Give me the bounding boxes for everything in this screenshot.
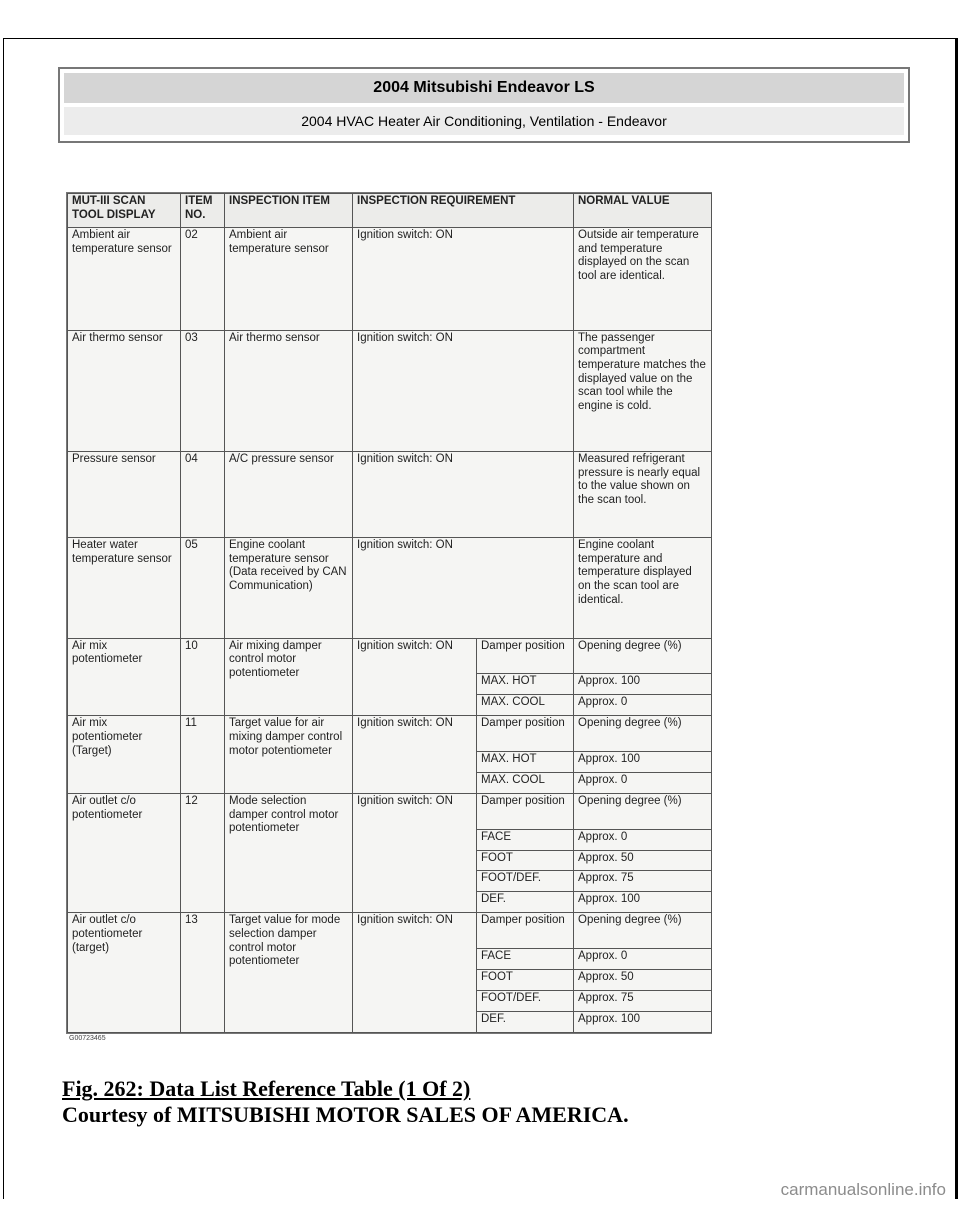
cell-condition: Damper position (477, 793, 574, 829)
table-row (68, 330, 712, 452)
table-row (68, 228, 712, 331)
cell-item-no: 11 (181, 716, 225, 794)
column-header: MUT-III SCAN TOOL DISPLAY (68, 194, 181, 228)
document-header (58, 67, 910, 143)
cell-condition: FOOT (477, 969, 574, 990)
cell-requirement: Ignition switch: ON (353, 452, 574, 538)
cell-normal-value: Opening degree (%) (574, 638, 712, 674)
cell-display: Pressure sensor (68, 452, 181, 538)
cell-normal-value: Approx. 50 (574, 850, 712, 871)
cell-normal-value: Outside air temperature and temperature displayed on the scan tool are identical. (574, 228, 712, 331)
column-header: ITEM NO. (181, 194, 225, 228)
document-subtitle: 2004 HVAC Heater Air Conditioning, Ventilation - Endeavor (64, 107, 904, 135)
cell-condition: Damper position (477, 638, 574, 674)
cell-requirement: Ignition switch: ON (353, 638, 477, 716)
cell-inspection-item: Target value for mode selection damper control motor potentiometer (225, 913, 353, 1033)
document-title: 2004 Mitsubishi Endeavor LS (64, 73, 904, 103)
cell-normal-value: Approx. 100 (574, 752, 712, 773)
cell-condition: DEF. (477, 1011, 574, 1032)
cell-normal-value: Approx. 100 (574, 1011, 712, 1032)
figure-code: G00723465 (69, 1035, 106, 1042)
cell-normal-value: Approx. 0 (574, 772, 712, 793)
cell-normal-value: Opening degree (%) (574, 793, 712, 829)
courtesy-line: Courtesy of MITSUBISHI MOTOR SALES OF AMERICA. (62, 1102, 629, 1127)
cell-normal-value: Approx. 75 (574, 871, 712, 892)
cell-display: Air mix potentiometer (Target) (68, 716, 181, 794)
cell-requirement: Ignition switch: ON (353, 913, 477, 1033)
table-row (68, 793, 712, 829)
table-row (68, 538, 712, 639)
cell-condition: FOOT/DEF. (477, 990, 574, 1011)
cell-requirement: Ignition switch: ON (353, 793, 477, 912)
cell-requirement: Ignition switch: ON (353, 228, 574, 331)
cell-inspection-item: Engine coolant temperature sensor (Data received by CAN Communication) (225, 538, 353, 639)
cell-inspection-item: Mode selection damper control motor potentiometer (225, 793, 353, 912)
cell-display: Air outlet c/o potentiometer (68, 793, 181, 912)
cell-normal-value: Approx. 100 (574, 892, 712, 913)
column-header: INSPECTION REQUIREMENT (353, 194, 574, 228)
figure-caption-link[interactable]: Fig. 262: Data List Reference Table (1 Of 2) (62, 1076, 471, 1101)
cell-display: Ambient air temperature sensor (68, 228, 181, 331)
cell-condition: FOOT (477, 850, 574, 871)
cell-condition: MAX. HOT (477, 674, 574, 695)
cell-inspection-item: Air thermo sensor (225, 330, 353, 452)
cell-inspection-item: Ambient air temperature sensor (225, 228, 353, 331)
cell-condition: MAX. COOL (477, 695, 574, 716)
cell-inspection-item: Target value for air mixing damper control motor potentiometer (225, 716, 353, 794)
cell-item-no: 02 (181, 228, 225, 331)
watermark: carmanualsonline.info (780, 1180, 946, 1199)
cell-condition: Damper position (477, 913, 574, 949)
cell-condition: FOOT/DEF. (477, 871, 574, 892)
cell-normal-value: The passenger compartment temperature matches the displayed value on the scan tool while the engine is cold. (574, 330, 712, 452)
table-row (68, 913, 712, 949)
cell-condition: DEF. (477, 892, 574, 913)
cell-item-no: 13 (181, 913, 225, 1033)
cell-condition: FACE (477, 948, 574, 969)
cell-normal-value: Opening degree (%) (574, 913, 712, 949)
cell-condition: Damper position (477, 716, 574, 752)
column-header: INSPECTION ITEM (225, 194, 353, 228)
cell-normal-value: Engine coolant temperature and temperature displayed on the scan tool are identical. (574, 538, 712, 639)
cell-condition: MAX. HOT (477, 752, 574, 773)
cell-requirement: Ignition switch: ON (353, 538, 574, 639)
cell-item-no: 05 (181, 538, 225, 639)
data-list-reference-table (67, 193, 712, 1033)
table-row (68, 716, 712, 752)
cell-condition: FACE (477, 829, 574, 850)
cell-requirement: Ignition switch: ON (353, 716, 477, 794)
cell-item-no: 03 (181, 330, 225, 452)
cell-normal-value: Measured refrigerant pressure is nearly equal to the value shown on the scan tool. (574, 452, 712, 538)
cell-display: Heater water temperature sensor (68, 538, 181, 639)
reference-table-figure (66, 192, 712, 1034)
cell-normal-value: Approx. 0 (574, 948, 712, 969)
cell-normal-value: Approx. 0 (574, 829, 712, 850)
cell-inspection-item: Air mixing damper control motor potentiometer (225, 638, 353, 716)
table-row (68, 638, 712, 674)
cell-normal-value: Approx. 0 (574, 695, 712, 716)
cell-item-no: 04 (181, 452, 225, 538)
cell-requirement: Ignition switch: ON (353, 330, 574, 452)
cell-display: Air thermo sensor (68, 330, 181, 452)
cell-condition: MAX. COOL (477, 772, 574, 793)
cell-normal-value: Approx. 75 (574, 990, 712, 1011)
cell-item-no: 12 (181, 793, 225, 912)
cell-normal-value: Opening degree (%) (574, 716, 712, 752)
cell-normal-value: Approx. 50 (574, 969, 712, 990)
table-row (68, 452, 712, 538)
cell-inspection-item: A/C pressure sensor (225, 452, 353, 538)
column-header: NORMAL VALUE (574, 194, 712, 228)
cell-item-no: 10 (181, 638, 225, 716)
table-header-row (68, 194, 712, 228)
cell-normal-value: Approx. 100 (574, 674, 712, 695)
cell-display: Air mix potentiometer (68, 638, 181, 716)
cell-display: Air outlet c/o potentiometer (target) (68, 913, 181, 1033)
